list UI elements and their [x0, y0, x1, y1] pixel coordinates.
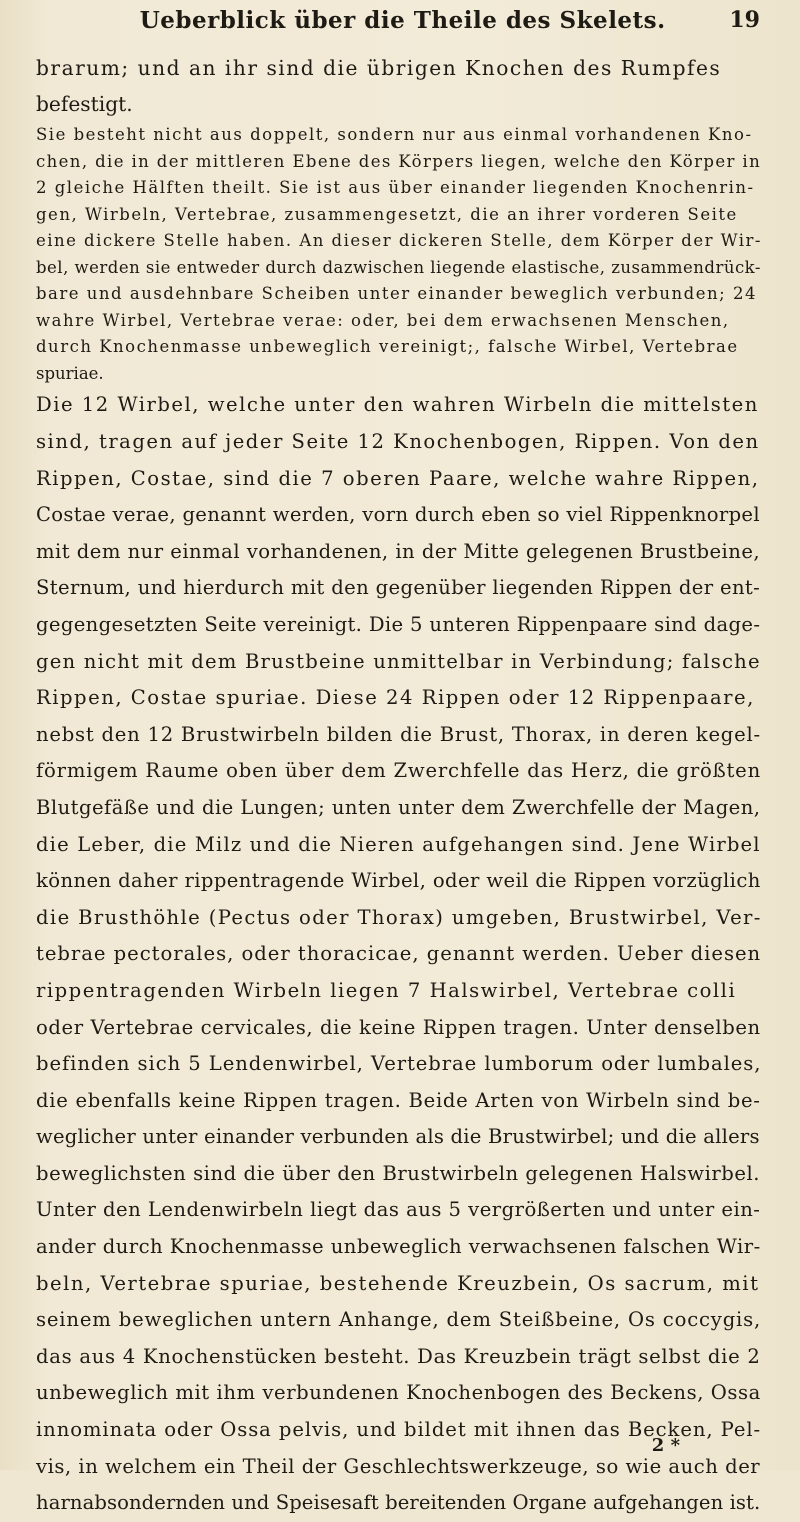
text-line: harnabsondernden und Speisesaft bereitenden Organe aufgehangen ist.: [36, 1491, 761, 1515]
text-line: brarum; und an ihr sind die übrigen Knochen des Rumpfes: [36, 56, 722, 80]
text-line: mit dem nur einmal vorhandenen, in der Mitte gelegenen Brustbeine,: [36, 539, 761, 563]
text-line: die ebenfalls keine Rippen tragen. Beide Arten von Wirbeln sind be-: [36, 1088, 761, 1112]
text-line: gen, Wirbeln, Vertebrae, zusammengesetzt, die an ihrer vorderen Seite: [36, 204, 738, 224]
text-line: Blutgefäße und die Lungen; unten unter dem Zwerchfelle der Magen,: [36, 795, 761, 819]
text-line: unbeweglich mit ihm verbundenen Knochenbogen des Beckens, Ossa: [36, 1381, 761, 1405]
text-line: Die 12 Wirbel, welche unter den wahren Wirbeln die mittelsten: [36, 393, 759, 417]
text-line: Unter den Lendenwirbeln liegt das aus 5 vergrößerten und unter ein-: [36, 1198, 761, 1222]
text-line: vis, in welchem ein Theil der Geschlechtswerkzeuge, so wie auch der: [36, 1454, 761, 1478]
text-line: weglicher unter einander verbunden als die Brustwirbel; und die allers: [36, 1125, 760, 1149]
text-line: ander durch Knochenmasse unbeweglich verwachsenen falschen Wir-: [36, 1235, 761, 1259]
body-text: [36, 50, 760, 1522]
text-line: können daher rippentragende Wirbel, oder weil die Rippen vorzüglich: [36, 869, 761, 893]
text-line: beweglichsten sind die über den Brustwirbeln gelegenen Halswirbel.: [36, 1161, 761, 1185]
text-line: das aus 4 Knochenstücken besteht. Das Kreuzbein trägt selbst die 2: [36, 1344, 761, 1368]
text-line: nebst den 12 Brustwirbeln bilden die Brust, Thorax, in deren kegel-: [36, 722, 761, 746]
text-line: bare und ausdehnbare Scheiben unter einander beweglich verbunden; 24: [36, 284, 757, 304]
paragraph-2: [36, 122, 760, 387]
text-line: spuriae.: [36, 363, 104, 383]
text-line: 2 gleiche Hälften theilt. Sie ist aus über einander liegenden Knochenrin-: [36, 178, 755, 198]
text-line: Costae verae, genannt werden, vorn durch eben so viel Rippenknorpel: [36, 503, 760, 527]
text-line: die Leber, die Milz und die Nieren aufgehangen sind. Jene Wirbel: [36, 832, 761, 856]
text-line: sind, tragen auf jeder Seite 12 Knochenbogen, Rippen. Von den: [36, 430, 760, 453]
text-line: Rippen, Costae, sind die 7 oberen Paare, welche wahre Rippen,: [36, 466, 760, 490]
text-line: die Brusthöhle (Pectus oder Thorax) umgeben, Brustwirbel, Ver-: [36, 905, 762, 929]
text-line: gegengesetzten Seite vereinigt. Die 5 unteren Rippenpaare sind dage-: [36, 612, 761, 636]
paragraph-3: [36, 387, 760, 1521]
text-line: tebrae pectorales, oder thoracicae, genannt werden. Ueber diesen: [36, 942, 762, 966]
text-line: oder Vertebrae cervicales, die keine Rippen tragen. Unter denselben: [36, 1015, 761, 1039]
text-line: gen nicht mit dem Brustbeine unmittelbar in Verbindung; falsche: [36, 649, 761, 673]
text-line: chen, die in der mittleren Ebene des Körpers liegen, welche den Körper in: [36, 151, 762, 171]
text-line: befinden sich 5 Lendenwirbel, Vertebrae lumborum oder lumbales,: [36, 1052, 762, 1076]
page-number: 19: [729, 7, 760, 33]
running-head: Ueberblick über die Theile des Skelets.: [139, 6, 666, 34]
text-line: förmigem Raume oben über dem Zwerchfelle das Herz, die größten: [36, 759, 761, 783]
page-header: [36, 0, 760, 40]
text-line: wahre Wirbel, Vertebrae verae: oder, bei dem erwachsenen Menschen,: [36, 310, 730, 330]
signature-mark: 2 *: [651, 1435, 680, 1456]
text-line: Sternum, und hierdurch mit den gegenüber liegenden Rippen der ent-: [36, 576, 761, 600]
text-line: innominata oder Ossa pelvis, und bildet mit ihnen das Becken, Pel-: [36, 1418, 762, 1442]
text-line: Rippen, Costae spuriae. Diese 24 Rippen oder 12 Rippenpaare,: [36, 686, 755, 710]
text-line: beln, Vertebrae spuriae, bestehende Kreuzbein, Os sacrum, mit: [36, 1271, 760, 1295]
text-line: rippentragenden Wirbeln liegen 7 Halswirbel, Vertebrae colli: [36, 978, 737, 1002]
text-line: durch Knochenmasse unbeweglich vereinigt;, falsche Wirbel, Vertebrae: [36, 337, 739, 357]
text-line: befestigt.: [36, 92, 133, 117]
text-line: eine dickere Stelle haben. An dieser dickeren Stelle, dem Körper der Wir-: [36, 231, 762, 251]
text-line: seinem beweglichen untern Anhange, dem Steißbeine, Os coccygis,: [36, 1308, 762, 1332]
text-line: Sie besteht nicht aus doppelt, sondern nur aus einmal vorhandenen Kno-: [36, 125, 753, 145]
text-line: bel, werden sie entweder durch dazwischen liegende elastische, zusammendrück-: [36, 257, 761, 277]
paragraph-1: [36, 50, 760, 122]
